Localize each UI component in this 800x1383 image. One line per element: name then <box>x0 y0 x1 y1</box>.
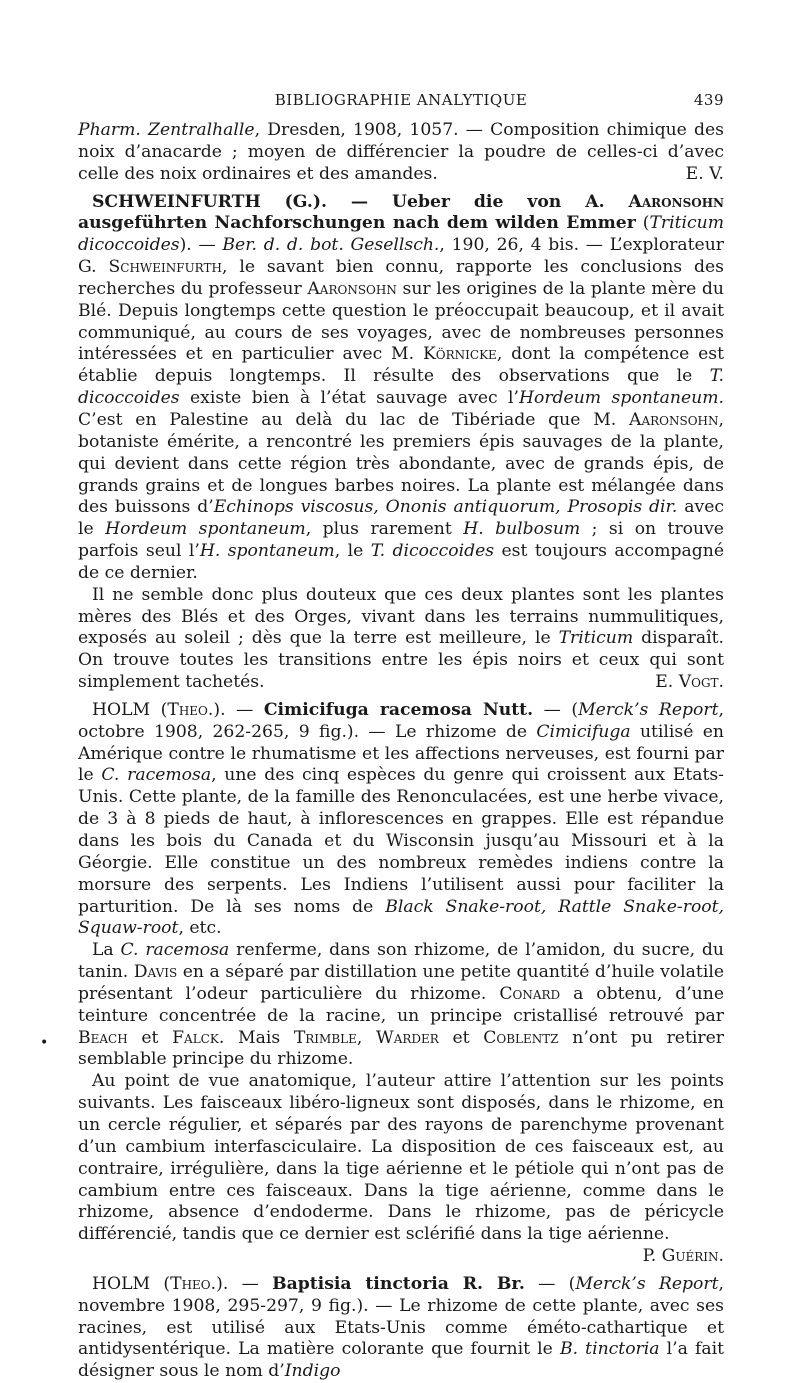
paragraph: La C. racemosa renferme, dans son rhizome, de l’amidon, du sucre, du tanin. Davis en a séparé par distillation une petite quantité d’huile volatile présentant l’odeur particulière du rhizome. Conard a obtenu, d’une teinture concentrée de la racine, un principe cristallisé retrouvé par Beach et Falck. Mais Trimble, Warder et Coblentz n’ont pu retirer semblable principe du rhizome. <box>78 940 725 1070</box>
entry-title: Cimicifuga racemosa Nutt. <box>263 699 534 720</box>
entry-author: HOLM (Theo.). <box>92 1273 229 1294</box>
entry-author: HOLM (Theo.). <box>92 699 226 720</box>
page-header <box>78 91 724 111</box>
signature: E. Vogt. <box>655 672 724 693</box>
entry-holm-cimicifuga: HOLM (Theo.). — Cimicifuga racemosa Nutt. — (Merck’s Report, octobre 1908, 262-265, 9 fig.). — Le rhizome de Cimicifuga utilisé en Amérique contre le rhumatisme et les affections nerveuses, est fourni par le C. racemosa, une des cinq espèces du genre qui croissent aux Etats-Unis. Cette plante, de la famille des Renonculacées, est une herbe vivace, de 3 à 8 pieds de haut, à inflorescences en grappes. Elle est répandue dans les bois du Canada et du Wisconsin jusqu’au Missouri et à la Géorgie. Elle constitue un des nombreux remèdes indiens contre la morsure des serpents. Les Indiens l’utilisent aussi pour faciliter la parturition. De là ses noms de Black Snake-root, Rattle Snake-root, Squaw-root, etc. <box>78 699 725 939</box>
entry-title: — Ueber die von A. Aaronsohn ausgeführten Nachforschungen nach dem wilden Emmer <box>78 191 724 234</box>
entry-holm-baptisia: HOLM (Theo.). — Baptisia tinctoria R. Br. — (Merck’s Report, novembre 1908, 295-297, 9 fig.). — Le rhizome de cette plante, avec ses racines, est utilisé aux Etats-Unis comme éméto-cathartique et antidysentérique. La matière colorante que fournit le B. tinctoria l’a fait désigner sous le nom d’Indigo <box>78 1273 724 1382</box>
entry-title: Baptisia tinctoria R. Br. <box>272 1273 525 1294</box>
paragraph: Il ne semble donc plus douteux que ces deux plantes sont les plantes mères des Blés et des Orges, vivant dans les terrains nummulitiques, exposés au soleil ; dès que la terre est meilleure, le Triticum disparaît. On trouve toutes les transitions entre les épis noirs et ceux qui sont simplement tachetés. E. Vogt. <box>78 584 724 693</box>
page-body <box>78 120 724 1383</box>
journal-title: Pharm. Zentralhalle <box>78 120 255 140</box>
entry-continuation: Pharm. Zentralhalle, Dresden, 1908, 1057. — Composition chimique des noix d’anacarde ; moyen de différencier la poudre de celles-ci d’avec celle des noix ordinaires et des amandes. E. V. <box>78 120 724 184</box>
signature: P. Guérin. <box>642 1246 724 1267</box>
signature: E. V. <box>685 163 724 184</box>
running-title: BIBLIOGRAPHIE ANALYTIQUE <box>274 91 528 109</box>
entry-author: SCHWEINFURTH (G.). <box>92 191 327 212</box>
margin-mark: • <box>40 1035 49 1051</box>
paragraph: Au point de vue anatomique, l’auteur attire l’attention sur les points suivants. Les faisceaux libéro-ligneux sont disposés, dans le rhizome, en un cercle régulier, et séparés par des rayons de parenchyme provenant d’un cambium interfasciculaire. La disposition de ces faisceaux est, au contraire, irrégulière, dans la tige aérienne et le pétiole qui n’ont pas de cambium entre ces faisceaux. Dans la tige aérienne, comme dans le rhizome, absence d’endoderme. Dans le rhizome, pas de péricycle différencié, tandis que ce dernier est sclérifié dans la tige aérienne. P. Guérin. <box>78 1071 724 1267</box>
page-number: 439 <box>693 91 724 109</box>
entry-schweinfurth: SCHWEINFURTH (G.). — Ueber die von A. Aaronsohn ausgeführten Nachforschungen nach dem wilden Emmer (Triticum dicoccoides). — Ber. d. d. bot. Gesellsch., 190, 26, 4 bis. — L’explorateur G. Schweinfurth, le savant bien connu, rapporte les conclusions des recherches du professeur Aaronsohn sur les origines de la plante mère du Blé. Depuis longtemps cette question le préoccupait beaucoup, et il avait communiqué, au cours de ses voyages, avec de nombreuses personnes intéressées et en particulier avec M. Körnicke, dont la compétence est établie depuis longtemps. Il résulte des observations que le T. dicoccoides existe bien à l’état sauvage avec l’Hordeum spontaneum. C’est en Palestine au delà du lac de Tibériade que M. Aaronsohn, botaniste émérite, a rencontré les premiers épis sauvages de la plante, qui devient dans cette région très abondante, avec de grands épis, de grands grains et de longues barbes noires. La plante est mélangée dans des buissons d’Echinops viscosus, Ononis antiquorum, Prosopis dir. avec le Hordeum spontaneum, plus rarement H. bulbosum ; si on trouve parfois seul l’H. spontaneum, le T. dicoccoides est toujours accompagné de ce dernier. <box>78 191 725 583</box>
